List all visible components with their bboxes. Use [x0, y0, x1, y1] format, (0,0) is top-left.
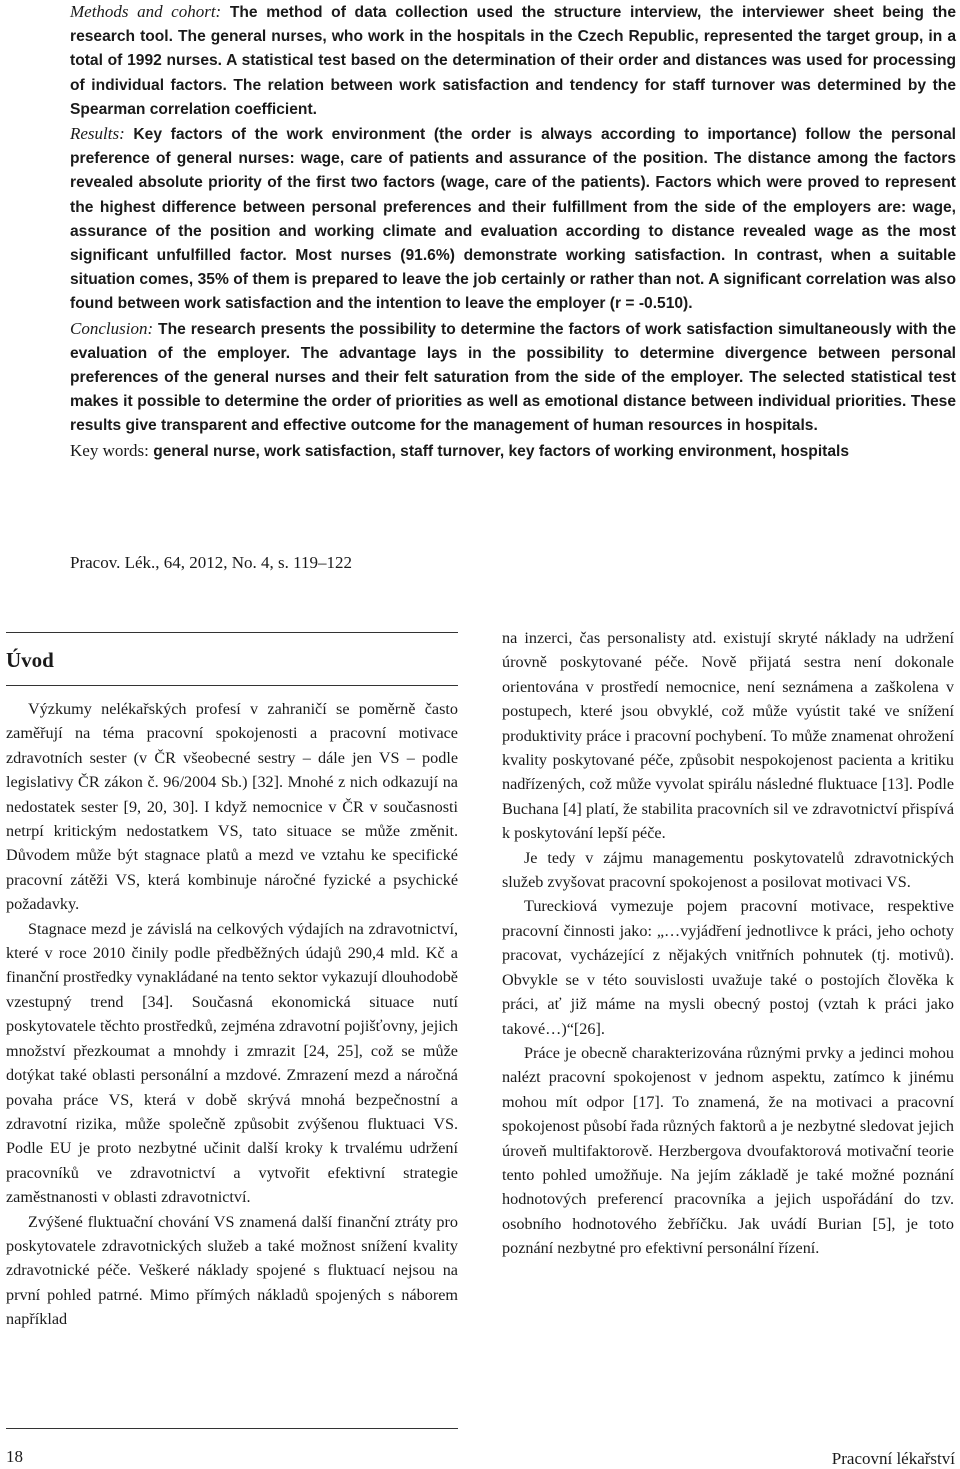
- abstract-keywords: [70, 439, 956, 464]
- abstract: [70, 0, 956, 464]
- paragraph: Výzkumy nelékařských profesí v zahraničí se poměrně často zaměřují na téma pracovní spokojenosti a pracovní motivace zdravotních sester (v ČR všeobecné sestry – dále jen VS – podle legislativy ČR zákon č. 96/2004 Sb.) [32]. Mnohé z nich odkazují na nedostatek sester [9, 20, 30]. I když nemocnice v ČR v současnosti netrpí kritickým nedostatkem VS, tato situace se může změnit. Důvodem může být stagnace platů a mezd ve vztahu ke specifické pracovní zátěži VS, která kombinuje náročné fyzické a psychické požadavky.: [6, 700, 458, 914]
- results-text: Key factors of the work environment (the order is always according to importance) follow the personal preference of general nurses: wage, care of patients and assurance of the position. The distance among the factors revealed absolute priority of the first two factors (wage, care of the patients). Factors which were proved to represent the highest difference between personal preferences and their fulfillment from the side of the employers are: wage, assurance of the position and working climate and evaluation according to distance revealed wage as the most significant unfulfilled factor. Most nurses (91.6%) demonstrate working satisfaction. In contrast, when a suitable situation comes, 35% of them is prepared to leave the job certainly or rather than not. A significant correlation was also found between work satisfaction and the intention to leave the employer (r = -0.510).: [70, 126, 956, 313]
- paragraph: Zvýšené fluktuační chování VS znamená další finanční ztráty pro poskytovatele zdravotnických služeb a také možnost snížení kvality zdravotnické péče. Veškeré náklady spojené s fluktuací nejsou na první pohled patrné. Mimo přímých nákladů spojených s náborem například: [6, 1212, 458, 1329]
- page-number: 18: [6, 1447, 23, 1466]
- keywords-text: general nurse, work satisfaction, staff turnover, key factors of working environment, hospitals: [148, 442, 850, 460]
- citation: Pracov. Lék., 64, 2012, No. 4, s. 119–122: [70, 553, 353, 572]
- right-column: [502, 626, 954, 1261]
- paragraph: Tureckiová vymezuje pojem pracovní motivace, respektive pracovní činnosti jako: „…vyjádření jednotlivce k práci, jeho ochoty pracovat, vycházející z nějakých vnitřních pohnutek (tj. motivů). Obvykle se v této souvislosti uvažuje také o postojích člověka k práci, ať již máme na mysli obecný postoj (vztah k práci jako takové…)“[26].: [502, 897, 954, 1038]
- paragraph: Stagnace mezd je závislá na celkových výdajích na zdravotnictví, které v roce 2010 činily podle předběžných údajů 290,4 mld. Kč a finanční prostředky vynakládané na tento sektor vykazují dlouhodobě vzestupný trend [34]. Současná ekonomická situace nutí poskytovatele těchto prostředků, zejména zdravotní pojišťovny, jejich množství přezkoumat a mnohdy i zmrazit [24, 25], což se může dotýkat také oblasti personální a mzdové. Zmrazení mezd a náročná povaha práce VS, která v době skrývá mnohá bezpečnostní a zdravotní rizika, může společně způsobit zvýšenou fluktuaci VS. Podle EU je proto nezbytné učinit další kroky k trvalému udržení pracovníků ve zdravotnictví a vytvořit efektivní strategie zaměstnanosti v oblasti zdravotnictví.: [6, 919, 458, 1207]
- paragraph: Je tedy v zájmu managementu poskytovatelů zdravotnických služeb zvyšovat pracovní spokojenost a posilovat motivaci VS.: [502, 848, 954, 892]
- results-label: Results:: [70, 124, 125, 144]
- conclusion-label: Conclusion:: [70, 318, 154, 338]
- abstract-results: [70, 122, 956, 317]
- paragraph: na inzerci, čas personalisty atd. existují skryté náklady na udržení úrovně poskytované péče. Nově přijatá sestra není dokonale orientována v prostředí nemocnice, není seznámena a zaškolena v postupech, které jsou obvyklé, což může vyústit také ve snížení produktivity práce i pracovní pochybení. To může znamenat ohrožení kvality poskytované péče, způsobit nespokojenost pacienta a kritiku nadřízených, což může vyvolat spirálu následné fluktuace [13]. Podle Buchana [4] platí, že stabilita pracovních sil ve zdravotnictví přispívá k poskytování lepší péče.: [502, 629, 954, 843]
- left-column: [6, 697, 458, 1332]
- section-rule-top: [6, 632, 458, 633]
- abstract-methods: [70, 0, 956, 122]
- methods-text: The method of data collection used the structure interview, the interviewer sheet being the research tool. The general nurses, who work in the hospitals in the Czech Republic, represented the target group, in a total of 1992 nurses. A statistical test based on the determination of their order and distances was used for processing of individual factors. The relation between work satisfaction and tendency for staff turnover was determined by the Spearman correlation coefficient.: [70, 4, 956, 118]
- section-rule-bottom: [6, 685, 458, 686]
- methods-label: Methods and cohort:: [70, 2, 222, 21]
- conclusion-text: The research presents the possibility to determine the factors of work satisfaction simultaneously with the evaluation of the employer. The advantage lays in the possibility to determine divergence between personal preferences of the general nurses and their felt saturation from the side of the employer. The selected statistical test makes it possible to determine the order of priorities as well as emotional distance between individual priorities. These results give transparent and effective outcome for the management of human resources in hospitals.: [70, 320, 956, 435]
- abstract-conclusion: [70, 317, 956, 439]
- keywords-label: Key words:: [70, 440, 149, 460]
- footer-rule: [6, 1428, 458, 1429]
- journal-name: Pracovní lékařství: [831, 1449, 955, 1468]
- section-title: Úvod: [6, 648, 54, 672]
- paragraph: Práce je obecně charakterizována různými prvky a jedinci mohou nalézt pracovní spokojenost v jednom aspektu, zatímco k jinému mohou mít odpor [17]. To znamená, že na motivaci a pracovní spokojenost působí řada různých faktorů a je nezbytné sledovat jejich úroveň multifaktorově. Herzbergova dvoufaktorová motivační teorie tento pohled umožňuje. Na jejím základě je také možné poznání hodnotových preferencí pracovníka a jejich uspořádání do tzv. osobního hodnotového žebříčku. Jak uvádí Burian [5], je toto poznání nezbytné pro efektivní personální řízení.: [502, 1043, 954, 1258]
